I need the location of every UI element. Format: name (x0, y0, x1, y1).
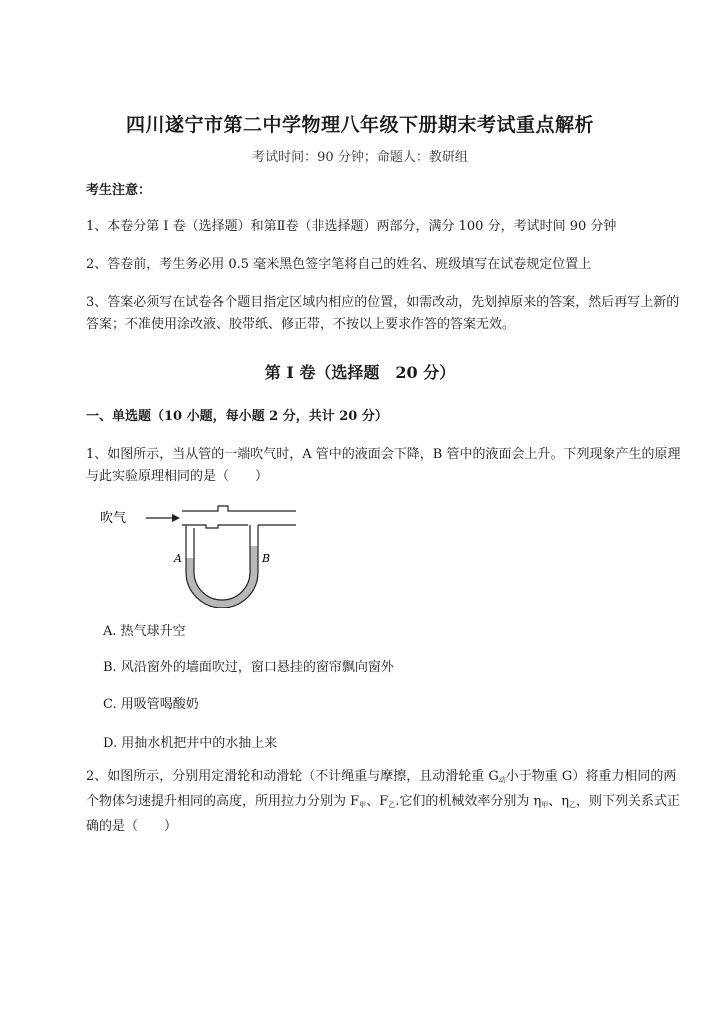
label-a: A (174, 552, 182, 565)
q2-sep-2: 、η (548, 794, 570, 809)
notice-heading: 考生注意： (86, 183, 152, 198)
q2-text-3: .它们的机械效率分别为 η (395, 794, 542, 809)
blow-label: 吹气 (100, 511, 127, 526)
tube-top-wall (182, 506, 296, 511)
part-heading: 一、单选题（10 小题，每小题 2 分，共计 20 分） (86, 409, 388, 424)
q2-sub-yi-2: 乙 (569, 801, 577, 809)
question-1-stem: 1、如图所示，当从管的一端吹气时，A 管中的液面会下降，B 管中的液面会上升。下列现象产生的原理与此实验原理相同的是（ ） (86, 447, 681, 484)
u-tube-diagram (96, 500, 306, 608)
notice-item-2: 2、答卷前，考生务必用 0.5 毫米黑色签字笔将自己的姓名、班级填写在试卷规定位置上 (86, 257, 592, 272)
notice-item-1: 1、本卷分第 I 卷（选择题）和第Ⅱ卷（非选择题）两部分，满分 100 分，考试时间 90 分钟 (86, 219, 617, 234)
q2-text-4: ，则下列关系式正确的是（ ） (86, 794, 681, 834)
q2-sep-1: 、F (366, 794, 389, 809)
option-d: D. 用抽水机把井中的水抽上来 (103, 736, 278, 751)
label-b: B (262, 552, 271, 565)
page-title: 四川遂宁市第二中学物理八年级下册期末考试重点解析 (125, 114, 594, 136)
notice-item-3: 3、答案必须写在试卷各个题目指定区域内相应的位置，如需改动，先划掉原来的答案，然后再写上新的答案；不准使用涂改液、胶带纸、修正带，不按以上要求作答的答案无效。 (86, 295, 680, 332)
tube-constriction (182, 525, 248, 528)
option-b: B. 风沿窗外的墙面吹过，窗口悬挂的窗帘飘向窗外 (103, 660, 394, 675)
q2-sub-jia: 甲 (359, 801, 367, 809)
liquid (186, 546, 258, 608)
exam-info: 考试时间：90 分钟；命题人：教研组 (252, 150, 468, 165)
blow-arrow-head (172, 514, 180, 522)
option-a: A. 热气球升空 (103, 624, 186, 639)
u-tube-inner (194, 525, 250, 600)
q2-sub-yi: 乙 (388, 801, 396, 809)
option-c: C. 用吸管喝酸奶 (103, 697, 199, 712)
q2-text-1: 2、如图所示，分别用定滑轮和动滑轮（不计绳重与摩擦，且动滑轮重 G (86, 769, 499, 784)
q2-sub-dong: 动 (498, 776, 506, 784)
question-2-stem (86, 766, 686, 838)
q2-text-2: 小于物重 G）将重力相同的两个物体匀速提升相同的高度，所用拉力分别为 F (86, 769, 677, 809)
q2-sub-jia-2: 甲 (541, 801, 549, 809)
section-title: 第 I 卷（选择题 20 分） (264, 363, 456, 382)
